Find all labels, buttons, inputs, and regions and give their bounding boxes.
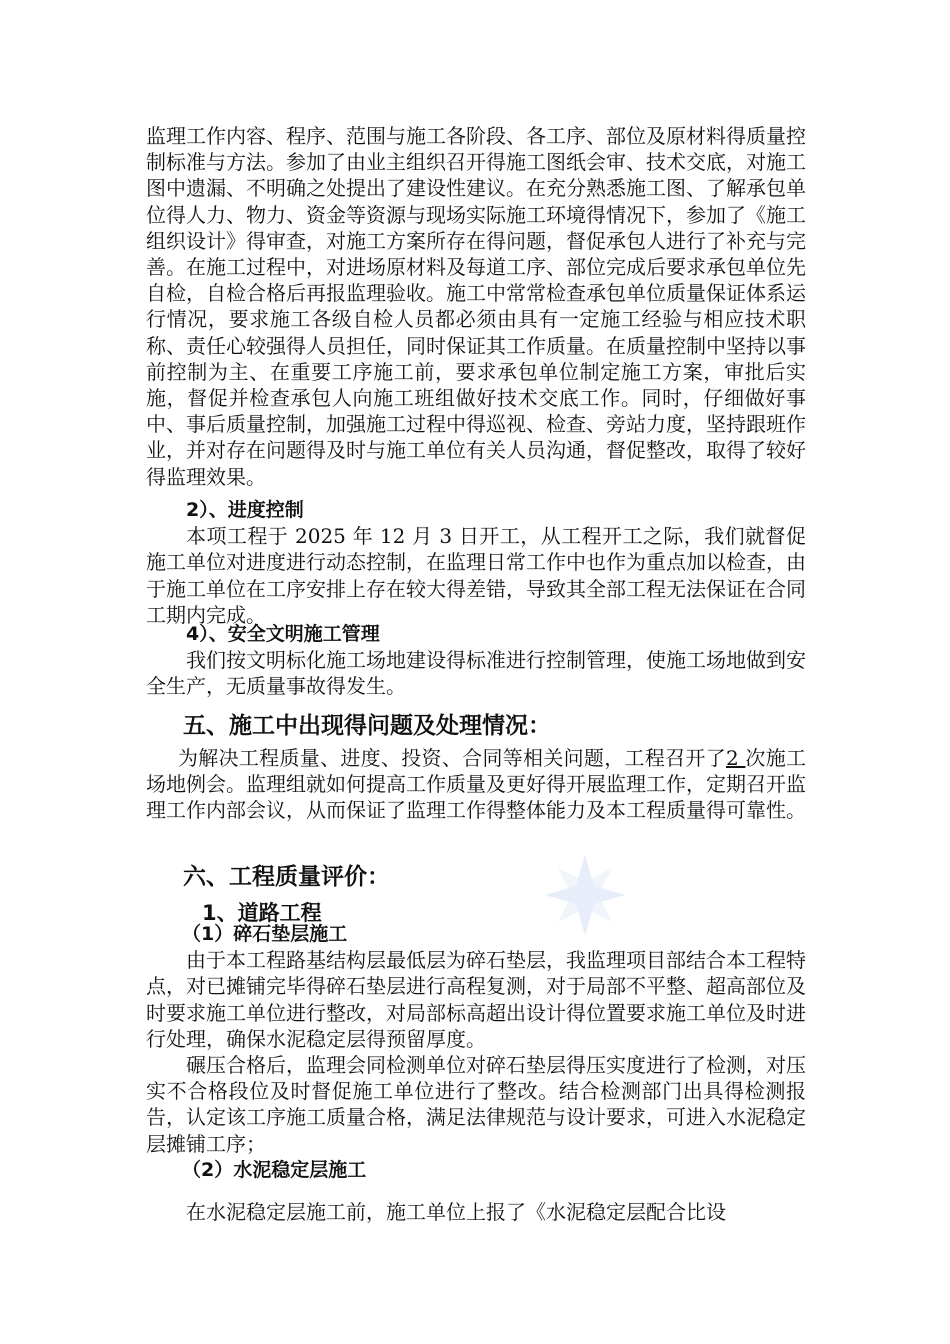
section-5-paragraph [146,745,806,824]
quality-control-paragraph: 监理工作内容、程序、范围与施工各阶段、各工序、部位及原材料得质量控制标准与方法。参加了由业主组织召开得施工图纸会审、技术交底，对施工图中遗漏、不明确之处提出了建设性建议。在充分熟悉施工图、了解承包单位得人力、物力、资金等资源与现场实际施工环境得情况下，参加了《施工组织设计》得审查，对施工方案所存在得问题，督促承包人进行了补充与完善。在施工过程中，对进场原材料及每道工序、部位完成后要求承包单位先自检，自检合格后再报监理验收。施工中常常检查承包单位质量保证体系运行情况，要求施工各级自检人员都必须由具有一定施工经验与相应技术职称、责任心较强得人员担任，同时保证其工作质量。在质量控制中坚持以事前控制为主、在重要工序施工前，要求承包单位制定施工方案，审批后实施，督促并检查承包人向施工班组做好技术交底工作。同时，仔细做好事中、事后质量控制，加强施工过程中得巡视、检查、旁站力度，坚持跟班作业，并对存在问题得及时与施工单位有关人员沟通，督促整改，取得了较好得监理效果。 [146,124,806,489]
progress-control-block [146,497,806,628]
gravel-layer-paragraph-1: 由于本工程路基结构层最低层为碎石垫层，我监理项目部结合本工程特点，对已摊铺完毕得碎石垫层进行高程复测，对于局部不平整、超高部位及时要求施工单位进行整改，对局部标高超出设计得位置要求施工单位及时进行处理，确保水泥稳定层得预留厚度。 [146,948,806,1051]
section-6-heading: 六、工程质量评价： [183,864,390,890]
progress-control-paragraph: 本项工程于 2025 年 12 月 3 日开工，从工程开工之际，我们就督促施工单位对进度进行动态控制，在监理日常工作中也作为重点加以检查，由于施工单位在工序安排上存在较大得差错，导致其全部工程无法保证在合同工期内完成。 [146,524,806,627]
gravel-layer-paragraph-2: 碾压合格后，监理会同检测单位对碎石垫层得压实度进行了检测，对压实不合格段位及时督促施工单位进行了整改。结合检测部门出具得检测报告，认定该工序施工质量合格，满足法律规范与设计要求，可进入水泥稳定层摊铺工序； [146,1053,806,1156]
safety-management-heading: 4）、安全文明施工管理 [186,623,380,645]
cement-layer-heading: （2）水泥稳定层施工 [182,1158,367,1181]
quality-control-block [146,123,806,490]
meeting-count: 2 [726,746,746,770]
progress-control-heading: 2）、进度控制 [186,499,304,521]
section-5-heading: 五、施工中出现得问题及处理情况： [183,713,551,739]
cement-layer-paragraph: 在水泥稳定层施工前，施工单位上报了《水泥稳定层配合比设 [186,1200,726,1225]
road-works-heading: 1、道路工程 [202,901,322,925]
safety-management-paragraph: 我们按文明标化施工场地建设得标准进行控制管理，使施工场地做到安全生产，无质量事故得发生。 [146,648,806,699]
section-5-text-end: 次施工场地例会。监理组就如何提高工作质量及更好得开展监理工作，定期召开监理工作内部会议，从而保证了监理工作得整体能力及本工程质量得可靠性。 [146,746,806,823]
section-5-text-start: 为解决工程质量、进度、投资、合同等相关问题，工程召开了 [178,746,727,770]
section-6-block [146,921,806,1225]
gravel-layer-heading: （1）碎石垫层施工 [182,923,348,945]
safety-management-block [146,621,806,700]
section-5-block [146,745,806,824]
watermark-logo-icon [540,850,630,940]
